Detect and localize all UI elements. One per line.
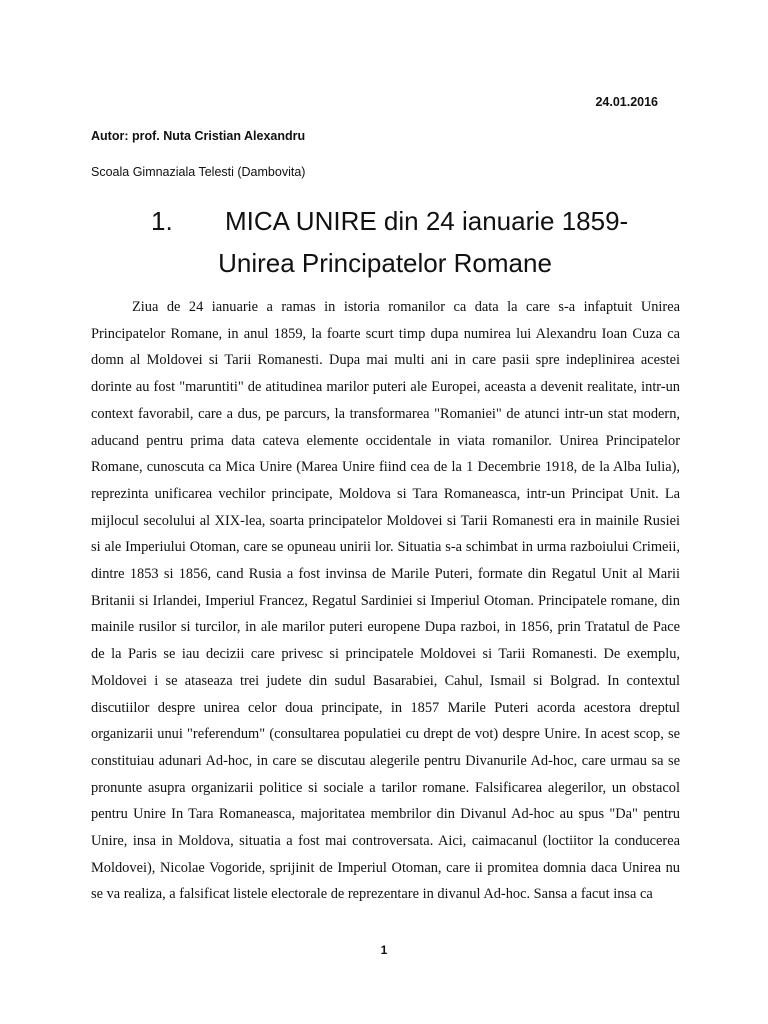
body-paragraph: Ziua de 24 ianuarie a ramas in istoria romanilor ca data la care s-a infaptuit Unirea Principatelor Romane, in anul 1859, la foarte scurt timp dupa numirea lui Alexandru Ioan Cuza ca domn al Moldovei si Tarii Romanesti. Dupa mai multi ani in care pasii spre indeplinirea acestei dorinte au fost "maruntiti" de atitudinea marilor puteri ale Europei, aceasta a devenit realitate, intr-un context favorabil, care a dus, pe parcurs, la transformarea "Romaniei" de atunci intr-un stat modern, aducand pentru prima data cateva elemente occidentale in viata romanilor. Unirea Principatelor Romane, cunoscuta ca Mica Unire (Marea Unire fiind cea de la 1 Decembrie 1918, de la Alba Iulia), reprezinta unificarea vechilor principate, Moldova si Tara Romaneasca, intr-un Principat Unit. La mijlocul secolului al XIX-lea, soarta principatelor Moldovei si Tarii Romanesti era in mainile Rusiei si ale Imperiului Otoman, care se opuneau unirii lor. Situatia s-a schimbat in urma razboiului Crimeii, dintre 1853 si 1856, cand Rusia a fost invinsa de Marile Puteri, formate din Regatul Unit al Marii Britanii si Irlandei, Imperiul Francez, Regatul Sardiniei si Imperiul Otoman. Principatele romane, din mainile rusilor si turcilor, in ale marilor puteri europene Dupa razboi, in 1856, prin Tratatul de Pace de la Paris se iau decizii care privesc si principatele Moldovei si Tarii Romanesti. De exemplu, Moldovei i se ataseaza trei judete din sudul Basarabiei, Cahul, Ismail si Bolgrad. In contextul discutiilor despre unirea celor doua principate, in 1857 Marile Puteri acorda acestora dreptul organizarii unui "referendum" (consultarea populatiei cu drept de vot) despre Unire. In acest scop, se constituiau adunari Ad-hoc, in care se discutau alegerile pentru Divanurile Ad-hoc, care urmau sa se pronunte asupra organizarii politice si sociale a tarilor romane. Falsificarea alegerilor, un obstacol pentru Unire In Tara Romaneasca, majoritatea membrilor din Divanul Ad-hoc au spus "Da" pentru Unire, insa in Moldova, situatia a fost mai controversata. Aici, caimacanul (loctiitor la conducerea Moldovei), Nicolae Vogoride, sprijinit de Imperiul Otoman, care ii promitea domnia daca Unirea nu se va realiza, a falsificat listele electorale de reprezentare in divanul Ad-hoc. Sansa a facut insa ca xyxy=(91,299,680,903)
document-date: 24.01.2016 xyxy=(595,95,658,109)
title-line-1 xyxy=(91,200,679,242)
title-text-line-2: Unirea Principatelor Romane xyxy=(218,248,552,278)
author-line: Autor: prof. Nuta Cristian Alexandru xyxy=(91,129,306,143)
document-title xyxy=(91,200,679,284)
school-line: Scoala Gimnaziala Telesti (Dambovita) xyxy=(91,165,306,179)
title-number: 1. xyxy=(151,206,173,236)
page-number: 1 xyxy=(380,943,388,957)
title-text-line-1: MICA UNIRE din 24 ianuarie 1859- xyxy=(225,206,629,236)
